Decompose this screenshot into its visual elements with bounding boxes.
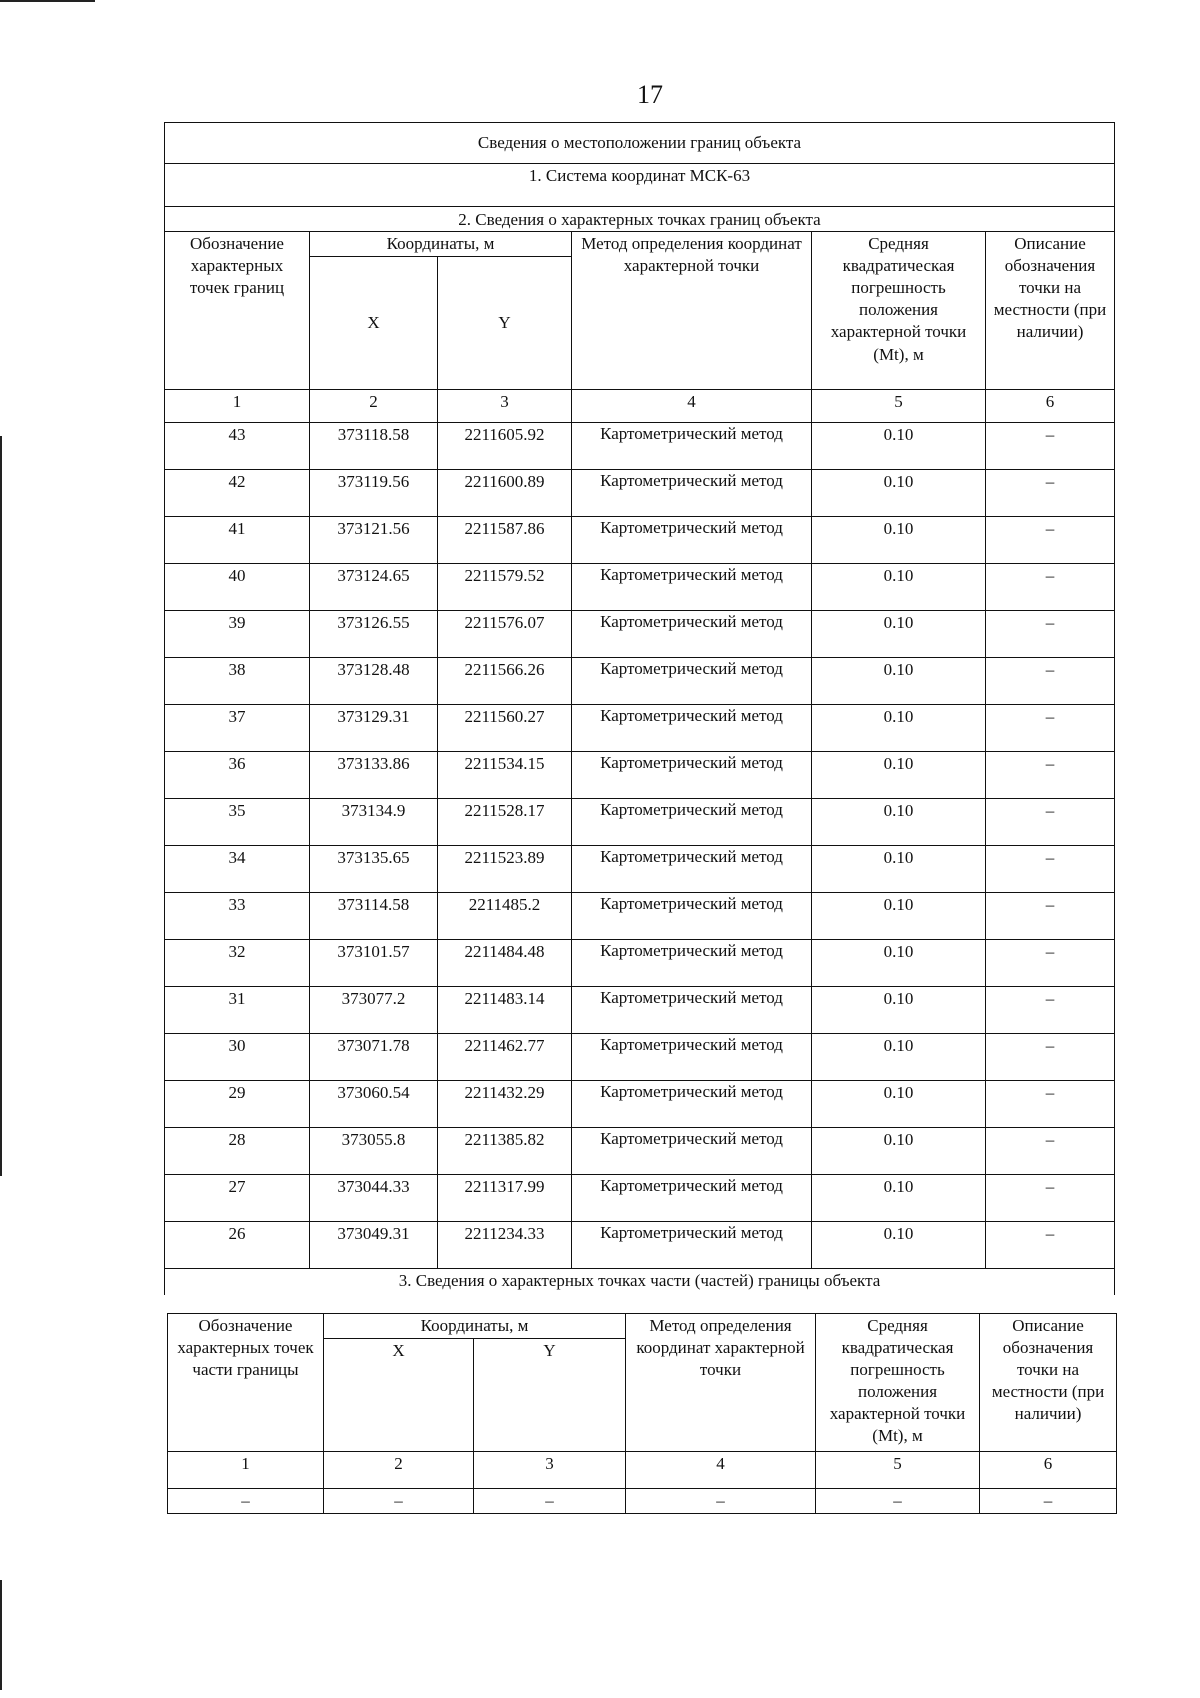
cell-method: Картометрический метод: [572, 846, 812, 893]
object-part-table: [167, 1313, 1117, 1514]
cell-method: Картометрический метод: [572, 1128, 812, 1175]
cell-x: 373114.58: [310, 893, 438, 940]
header-method: Метод определения координат характерной точки: [572, 232, 812, 390]
cell-error: 0.10: [812, 987, 986, 1034]
cell-method: Картометрический метод: [572, 1034, 812, 1081]
column-number: 5: [816, 1452, 980, 1489]
table-row: [165, 611, 1115, 658]
cell-error: 0.10: [812, 1081, 986, 1128]
table-row: [165, 470, 1115, 517]
cell-error: 0.10: [812, 1222, 986, 1269]
cell-point: 31: [165, 987, 310, 1034]
table-row: [165, 799, 1115, 846]
cell-point: 26: [165, 1222, 310, 1269]
cell-y: 2211566.26: [438, 658, 572, 705]
cell-description: –: [986, 846, 1115, 893]
cell-description: –: [980, 1489, 1117, 1514]
table-row: [165, 517, 1115, 564]
header-coords: Координаты, м: [310, 232, 572, 257]
cell-point: 35: [165, 799, 310, 846]
cell-description: –: [986, 470, 1115, 517]
cell-x: 373101.57: [310, 940, 438, 987]
coordinate-system: 1. Система координат МСК-63: [165, 164, 1115, 207]
header-error: Средняя квадратическая погрешность положения характерной точки (Mt), м: [812, 232, 986, 390]
cell-method: Картометрический метод: [572, 423, 812, 470]
cell-description: –: [986, 611, 1115, 658]
table-row: [165, 1081, 1115, 1128]
cell-point: 37: [165, 705, 310, 752]
cell-x: 373119.56: [310, 470, 438, 517]
cell-y: 2211432.29: [438, 1081, 572, 1128]
cell-y: 2211484.48: [438, 940, 572, 987]
cell-point: 34: [165, 846, 310, 893]
cell-method: –: [626, 1489, 816, 1514]
cell-description: –: [986, 940, 1115, 987]
cell-point: 27: [165, 1175, 310, 1222]
table-row: [165, 940, 1115, 987]
header-x: X: [310, 257, 438, 390]
cell-error: 0.10: [812, 611, 986, 658]
column-number: 6: [986, 390, 1115, 423]
table-row: [165, 1128, 1115, 1175]
cell-point: 40: [165, 564, 310, 611]
cell-point: –: [168, 1489, 324, 1514]
table-row: [165, 564, 1115, 611]
cell-error: 0.10: [812, 893, 986, 940]
column-number: 6: [980, 1452, 1117, 1489]
column-number: 1: [168, 1452, 324, 1489]
cell-point: 36: [165, 752, 310, 799]
cell-method: Картометрический метод: [572, 799, 812, 846]
cell-error: 0.10: [812, 1175, 986, 1222]
column-number-row: [165, 390, 1115, 423]
cell-point: 33: [165, 893, 310, 940]
cell-method: Картометрический метод: [572, 1222, 812, 1269]
cell-x: 373135.65: [310, 846, 438, 893]
cell-description: –: [986, 564, 1115, 611]
cell-y: –: [474, 1489, 626, 1514]
section-title: 2. Сведения о характерных точках границ объекта: [165, 207, 1115, 232]
cell-error: 0.10: [812, 705, 986, 752]
cell-point: 42: [165, 470, 310, 517]
cell-method: Картометрический метод: [572, 752, 812, 799]
cell-x: 373133.86: [310, 752, 438, 799]
cell-description: –: [986, 423, 1115, 470]
cell-point: 32: [165, 940, 310, 987]
cell-error: 0.10: [812, 517, 986, 564]
cell-method: Картометрический метод: [572, 705, 812, 752]
cell-point: 43: [165, 423, 310, 470]
column-number: 3: [438, 390, 572, 423]
cell-point: 38: [165, 658, 310, 705]
table-row: [165, 893, 1115, 940]
cell-x: 373134.9: [310, 799, 438, 846]
scan-edge-mark: [0, 1580, 2, 1690]
cell-method: Картометрический метод: [572, 1175, 812, 1222]
cell-description: –: [986, 705, 1115, 752]
cell-x: 373126.55: [310, 611, 438, 658]
table-row: [165, 987, 1115, 1034]
header-error: Средняя квадратическая погрешность положения характерной точки (Mt), м: [816, 1314, 980, 1452]
header-description: Описание обозначения точки на местности (при наличии): [980, 1314, 1117, 1452]
table-row: [165, 1034, 1115, 1081]
cell-y: 2211317.99: [438, 1175, 572, 1222]
table-row: [165, 1175, 1115, 1222]
cell-point: 28: [165, 1128, 310, 1175]
cell-description: –: [986, 1081, 1115, 1128]
header-y: Y: [474, 1339, 626, 1452]
cell-y: 2211560.27: [438, 705, 572, 752]
cell-error: 0.10: [812, 470, 986, 517]
table-row: [165, 705, 1115, 752]
header-point: Обозначение характерных точек границ: [165, 232, 310, 390]
object-boundary-table: [164, 122, 1115, 1295]
cell-x: 373044.33: [310, 1175, 438, 1222]
cell-y: 2211485.2: [438, 893, 572, 940]
cell-description: –: [986, 752, 1115, 799]
cell-y: 2211385.82: [438, 1128, 572, 1175]
cell-y: 2211534.15: [438, 752, 572, 799]
header-point: Обозначение характерных точек части границы: [168, 1314, 324, 1452]
header-description: Описание обозначения точки на местности (при наличии): [986, 232, 1115, 390]
cell-y: 2211600.89: [438, 470, 572, 517]
table-row: [165, 846, 1115, 893]
cell-error: 0.10: [812, 846, 986, 893]
cell-error: 0.10: [812, 799, 986, 846]
column-number: 4: [572, 390, 812, 423]
cell-y: 2211523.89: [438, 846, 572, 893]
cell-x: 373077.2: [310, 987, 438, 1034]
section-title: 3. Сведения о характерных точках части (частей) границы объекта: [165, 1269, 1115, 1296]
cell-error: 0.10: [812, 940, 986, 987]
cell-error: –: [816, 1489, 980, 1514]
table-row: [165, 1222, 1115, 1269]
cell-error: 0.10: [812, 1034, 986, 1081]
cell-description: –: [986, 1128, 1115, 1175]
column-number: 4: [626, 1452, 816, 1489]
cell-method: Картометрический метод: [572, 611, 812, 658]
cell-method: Картометрический метод: [572, 987, 812, 1034]
cell-x: 373071.78: [310, 1034, 438, 1081]
column-number: 1: [165, 390, 310, 423]
cell-x: 373118.58: [310, 423, 438, 470]
cell-y: 2211579.52: [438, 564, 572, 611]
cell-description: –: [986, 987, 1115, 1034]
cell-point: 39: [165, 611, 310, 658]
cell-error: 0.10: [812, 1128, 986, 1175]
table-row: [168, 1489, 1117, 1514]
cell-y: 2211576.07: [438, 611, 572, 658]
cell-description: –: [986, 799, 1115, 846]
cell-point: 29: [165, 1081, 310, 1128]
column-number: 2: [324, 1452, 474, 1489]
cell-y: 2211483.14: [438, 987, 572, 1034]
cell-description: –: [986, 1175, 1115, 1222]
cell-description: –: [986, 893, 1115, 940]
cell-x: 373128.48: [310, 658, 438, 705]
cell-y: 2211587.86: [438, 517, 572, 564]
cell-x: 373055.8: [310, 1128, 438, 1175]
cell-x: 373124.65: [310, 564, 438, 611]
cell-method: Картометрический метод: [572, 1081, 812, 1128]
cell-point: 30: [165, 1034, 310, 1081]
header-method: Метод определения координат характерной точки: [626, 1314, 816, 1452]
cell-y: 2211234.33: [438, 1222, 572, 1269]
page-number: 17: [637, 80, 663, 109]
cell-error: 0.10: [812, 752, 986, 799]
column-number: 3: [474, 1452, 626, 1489]
cell-error: 0.10: [812, 423, 986, 470]
cell-x: 373129.31: [310, 705, 438, 752]
cell-method: Картометрический метод: [572, 893, 812, 940]
cell-description: –: [986, 1034, 1115, 1081]
cell-method: Картометрический метод: [572, 658, 812, 705]
cell-y: 2211528.17: [438, 799, 572, 846]
scan-edge-mark: [0, 436, 2, 1176]
cell-method: Картометрический метод: [572, 470, 812, 517]
header-y: Y: [438, 257, 572, 390]
table-row: [165, 658, 1115, 705]
cell-x: 373060.54: [310, 1081, 438, 1128]
column-number-row: [168, 1452, 1117, 1489]
table-title: Сведения о местоположении границ объекта: [165, 123, 1115, 164]
cell-y: 2211605.92: [438, 423, 572, 470]
cell-description: –: [986, 658, 1115, 705]
cell-x: 373121.56: [310, 517, 438, 564]
cell-y: 2211462.77: [438, 1034, 572, 1081]
column-number: 5: [812, 390, 986, 423]
cell-error: 0.10: [812, 564, 986, 611]
cell-description: –: [986, 517, 1115, 564]
cell-x: 373049.31: [310, 1222, 438, 1269]
cell-method: Картометрический метод: [572, 940, 812, 987]
table-row: [165, 752, 1115, 799]
table-row: [165, 423, 1115, 470]
column-number: 2: [310, 390, 438, 423]
cell-method: Картометрический метод: [572, 564, 812, 611]
cell-point: 41: [165, 517, 310, 564]
cell-x: –: [324, 1489, 474, 1514]
scan-edge-mark: [0, 0, 95, 2]
cell-method: Картометрический метод: [572, 517, 812, 564]
header-x: X: [324, 1339, 474, 1452]
header-coords: Координаты, м: [324, 1314, 626, 1339]
cell-error: 0.10: [812, 658, 986, 705]
cell-description: –: [986, 1222, 1115, 1269]
